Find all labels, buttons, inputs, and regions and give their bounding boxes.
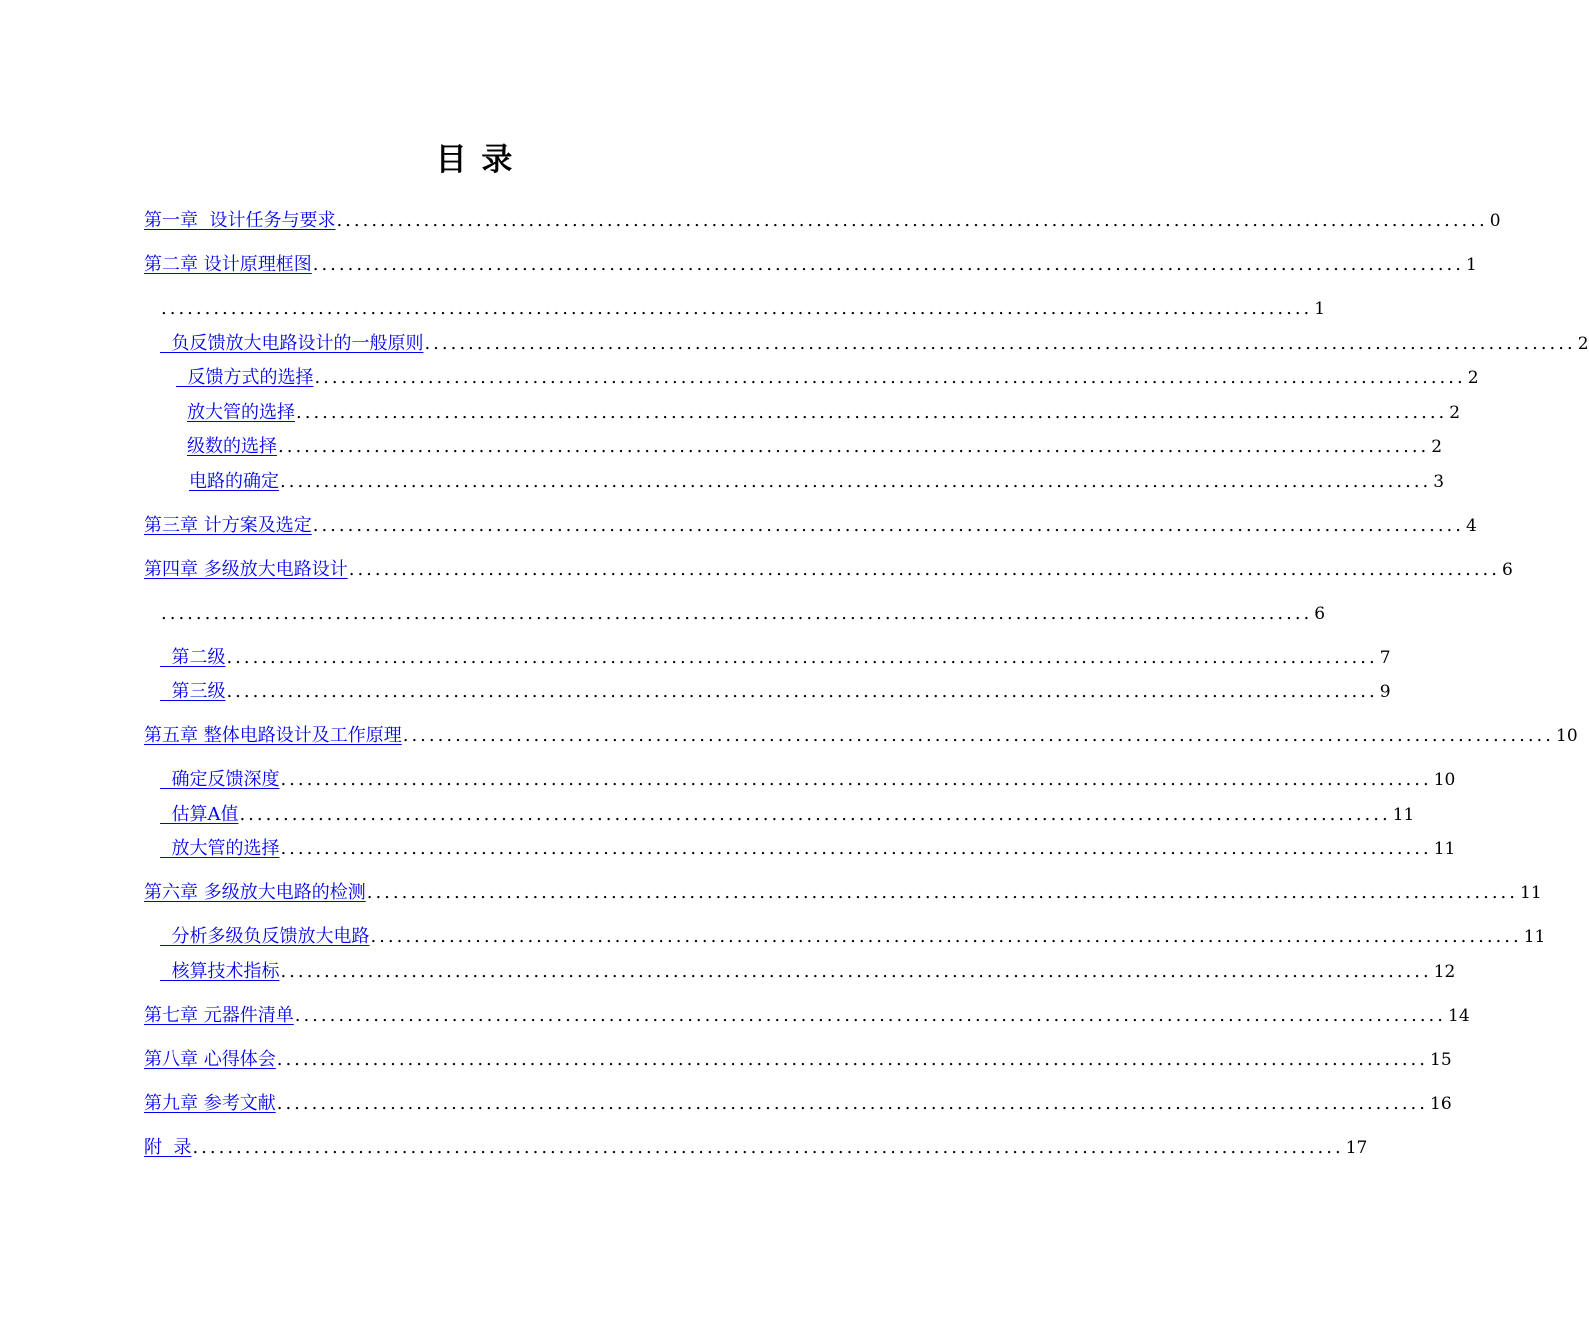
toc-entry-chapter-3[interactable] <box>144 513 1477 539</box>
toc-page-number: 1 <box>1314 299 1326 319</box>
toc-page-number: 17 <box>1345 1138 1368 1158</box>
toc-leader: .................................................................................................................................... <box>296 402 1448 423</box>
toc-entry-general-principles[interactable] <box>160 331 1589 357</box>
toc-leader: .................................................................................................................................... <box>278 436 1430 457</box>
toc-page-number: 3 <box>1433 472 1445 492</box>
toc-entry-analyze-circuit[interactable] <box>160 924 1546 950</box>
toc-link[interactable]: 反馈方式的选择 <box>176 367 314 388</box>
toc-link[interactable]: 第二章 设计原理框图 <box>144 254 312 275</box>
toc-page-number: 16 <box>1430 1094 1452 1114</box>
toc-leader: .................................................................................................................................... <box>280 769 1432 790</box>
toc-page-number: 2 <box>1467 368 1479 388</box>
toc-link[interactable]: 第五章 整体电路设计及工作原理 <box>144 725 402 746</box>
toc-leader: .................................................................................................................................... <box>280 838 1432 859</box>
toc-page-number: 11 <box>1520 883 1542 903</box>
toc-leader: .................................................................................................................................... <box>314 367 1466 388</box>
toc-entry-chapter-6[interactable] <box>144 880 1542 906</box>
toc-entry-chapter-2[interactable] <box>144 252 1477 278</box>
toc-link[interactable]: 放大管的选择 <box>160 838 280 859</box>
toc-page-number: 6 <box>1502 560 1513 580</box>
toc-entry-amplifier-tube[interactable] <box>187 400 1461 426</box>
toc-entry-chapter-1[interactable] <box>144 208 1501 234</box>
toc-page-number: 11 <box>1392 805 1415 825</box>
toc-page-number: 10 <box>1433 770 1456 790</box>
toc-page-number: 15 <box>1430 1050 1452 1070</box>
toc-leader: .................................................................................................................................... <box>348 559 1500 580</box>
toc-leader: .................................................................................................................................... <box>312 515 1464 536</box>
toc-link[interactable]: 第四章 多级放大电路设计 <box>144 559 348 580</box>
toc-entry-check-specs[interactable] <box>160 959 1456 985</box>
toc-leader: .................................................................................................................................... <box>226 681 1378 702</box>
toc-link[interactable]: 电路的确定 <box>189 471 279 492</box>
toc-link[interactable]: 第三章 计方案及选定 <box>144 515 312 536</box>
toc-link[interactable]: 第一章 设计任务与要求 <box>144 210 336 231</box>
toc-link[interactable]: 负反馈放大电路设计的一般原则 <box>160 333 424 354</box>
toc-leader: .................................................................................................................................... <box>161 298 1313 319</box>
toc-link[interactable]: 估算A值 <box>160 804 239 825</box>
toc-link[interactable]: 第九章 参考文献 <box>144 1093 276 1114</box>
toc-entry-feedback-depth[interactable] <box>160 767 1456 793</box>
toc-link[interactable]: 确定反馈深度 <box>160 769 280 790</box>
page-title: 目 录 <box>435 142 515 178</box>
toc-leader: .................................................................................................................................... <box>161 603 1313 624</box>
toc-leader: .................................................................................................................................... <box>192 1137 1344 1158</box>
toc-page-number: 6 <box>1314 604 1326 624</box>
toc-page-number: 10 <box>1556 726 1578 746</box>
toc-link[interactable]: 核算技术指标 <box>160 961 280 982</box>
toc-leader: .................................................................................................................................... <box>226 647 1378 668</box>
toc-entry-chapter-4[interactable] <box>144 557 1513 583</box>
toc-leader: .................................................................................................................................... <box>280 961 1432 982</box>
toc-leader: .................................................................................................................................... <box>424 333 1576 354</box>
toc-leader: .................................................................................................................................... <box>312 254 1464 275</box>
toc-leader: .................................................................................................................................... <box>402 725 1554 746</box>
toc-link[interactable]: 附 录 <box>144 1137 192 1158</box>
toc-link[interactable]: 第六章 多级放大电路的检测 <box>144 882 366 903</box>
toc-entry-feedback-mode[interactable] <box>176 365 1479 391</box>
toc-leader: .................................................................................................................................... <box>239 804 1391 825</box>
toc-leader: .................................................................................................................................... <box>366 882 1518 903</box>
toc-entry-blank-2[interactable] <box>160 601 1326 627</box>
toc-entry-chapter-7[interactable] <box>144 1003 1470 1029</box>
toc-link[interactable]: 放大管的选择 <box>187 402 295 423</box>
toc-page-number: 0 <box>1489 211 1501 231</box>
toc-entry-chapter-8[interactable] <box>144 1047 1452 1073</box>
toc-entry-blank-1[interactable] <box>160 296 1326 322</box>
toc-leader: .................................................................................................................................... <box>370 926 1522 947</box>
toc-entry-chapter-5[interactable] <box>144 723 1578 749</box>
toc-leader: .................................................................................................................................... <box>276 1049 1428 1070</box>
toc-entry-chapter-9[interactable] <box>144 1091 1452 1117</box>
toc-leader: .................................................................................................................................... <box>336 210 1488 231</box>
toc-entry-stage-count[interactable] <box>187 434 1443 460</box>
toc-leader: .................................................................................................................................... <box>294 1005 1446 1026</box>
toc-leader: .................................................................................................................................... <box>276 1093 1428 1114</box>
toc-link[interactable]: 第七章 元器件清单 <box>144 1005 294 1026</box>
toc-page-number: 11 <box>1433 839 1456 859</box>
toc-link[interactable]: 第二级 <box>160 647 226 668</box>
toc-page-number: 11 <box>1523 927 1546 947</box>
toc-page-number: 7 <box>1379 648 1391 668</box>
toc-page-number: 14 <box>1448 1006 1470 1026</box>
toc-page-number: 4 <box>1466 516 1477 536</box>
toc-entry-third-stage[interactable] <box>160 679 1391 705</box>
toc-link[interactable]: 第三级 <box>160 681 226 702</box>
toc-entry-estimate-a[interactable] <box>160 802 1415 828</box>
toc-page-number: 1 <box>1466 255 1477 275</box>
toc-page-number: 12 <box>1433 962 1456 982</box>
toc-page-number: 2 <box>1577 334 1589 354</box>
toc-link[interactable]: 分析多级负反馈放大电路 <box>160 926 370 947</box>
toc-entry-appendix[interactable] <box>144 1135 1368 1161</box>
toc-leader: .................................................................................................................................... <box>280 471 1432 492</box>
toc-entry-circuit-determination[interactable] <box>189 469 1445 495</box>
toc-entry-second-stage[interactable] <box>160 645 1391 671</box>
toc-entry-amplifier-tube-2[interactable] <box>160 836 1456 862</box>
toc-link[interactable]: 第八章 心得体会 <box>144 1049 276 1070</box>
toc-page-number: 2 <box>1431 437 1443 457</box>
toc-link[interactable]: 级数的选择 <box>187 436 277 457</box>
toc-page-number: 2 <box>1449 403 1461 423</box>
toc-page-number: 9 <box>1379 682 1391 702</box>
